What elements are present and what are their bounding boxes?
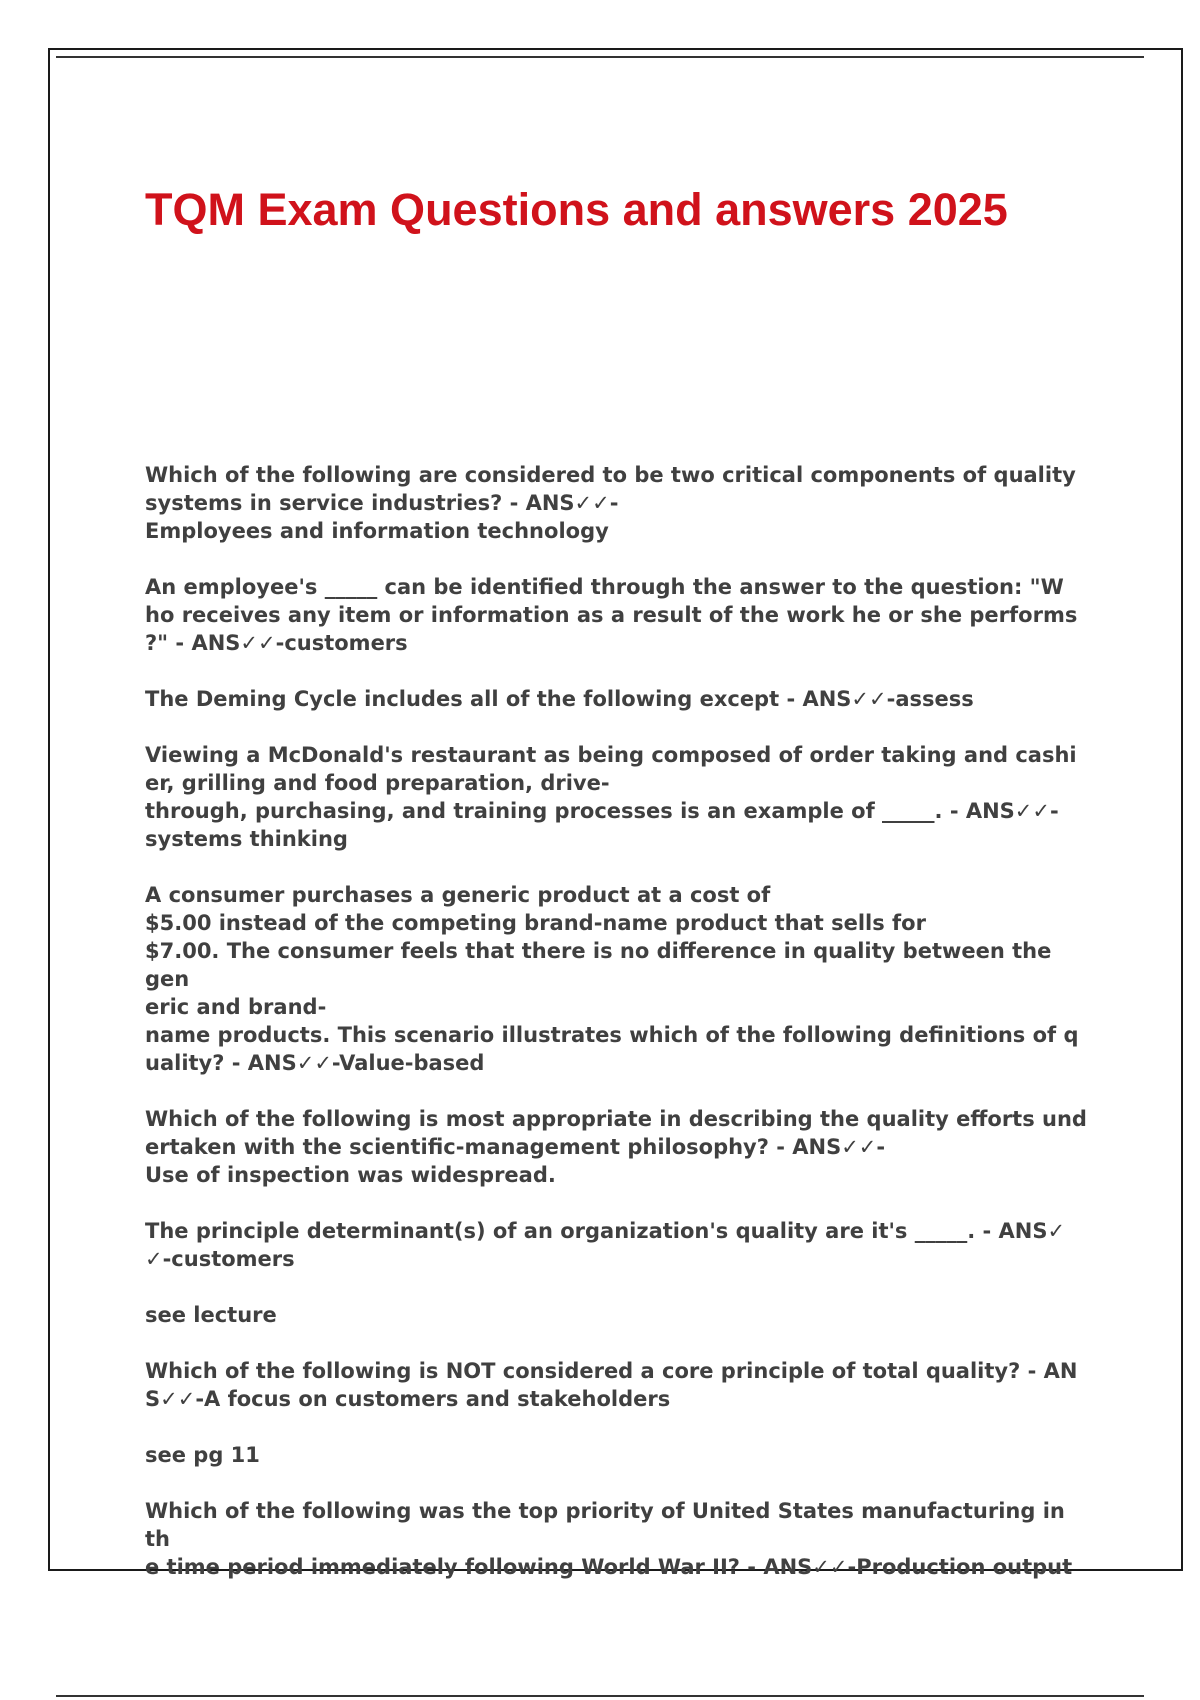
qa-item: Which of the following was the top priority of United States manufacturing in th e time period immediately following World War II? - ANS✓✓-Production output [145, 1499, 1073, 1579]
qa-item: A consumer purchases a generic product at a cost of $5.00 instead of the competing brand-name product that sells for $7.00. The consumer feels that there is no difference in quality between the gen eric and brand- name products. This scenario illustrates which of the following definitions of q uality? - ANS✓✓-Value-based [145, 883, 1079, 1075]
qa-item: Which of the following is NOT considered a core principle of total quality? - AN S✓✓-A focus on customers and stakeholders [145, 1359, 1078, 1411]
qa-item: Which of the following are considered to be two critical components of quality systems in service industries? - ANS✓✓- Employees and information technology [145, 463, 1076, 543]
qa-item: see pg 11 [145, 1443, 260, 1467]
document-title: TQM Exam Questions and answers 2025 [145, 184, 1008, 235]
qa-item: see lecture [145, 1303, 277, 1327]
qa-item: The principle determinant(s) of an organization's quality are it's _____. - ANS✓ ✓-customers [145, 1219, 1066, 1271]
qa-item: Which of the following is most appropriate in describing the quality efforts und ertaken with the scientific-management philosophy? - ANS✓✓- Use of inspection was widespread. [145, 1107, 1087, 1187]
qa-list [145, 461, 1095, 1609]
qa-item: An employee's _____ can be identified through the answer to the question: "W ho receives any item or information as a result of the work he or she performs ?" - ANS✓✓-customers [145, 575, 1078, 655]
qa-item: The Deming Cycle includes all of the following except - ANS✓✓-assess [145, 687, 974, 711]
qa-item: Viewing a McDonald's restaurant as being composed of order taking and cashi er, grilling and food preparation, drive- through, purchasing, and training processes is an example of _____. - ANS✓✓- systems thinking [145, 743, 1077, 851]
bottom-rule [56, 1695, 1144, 1697]
